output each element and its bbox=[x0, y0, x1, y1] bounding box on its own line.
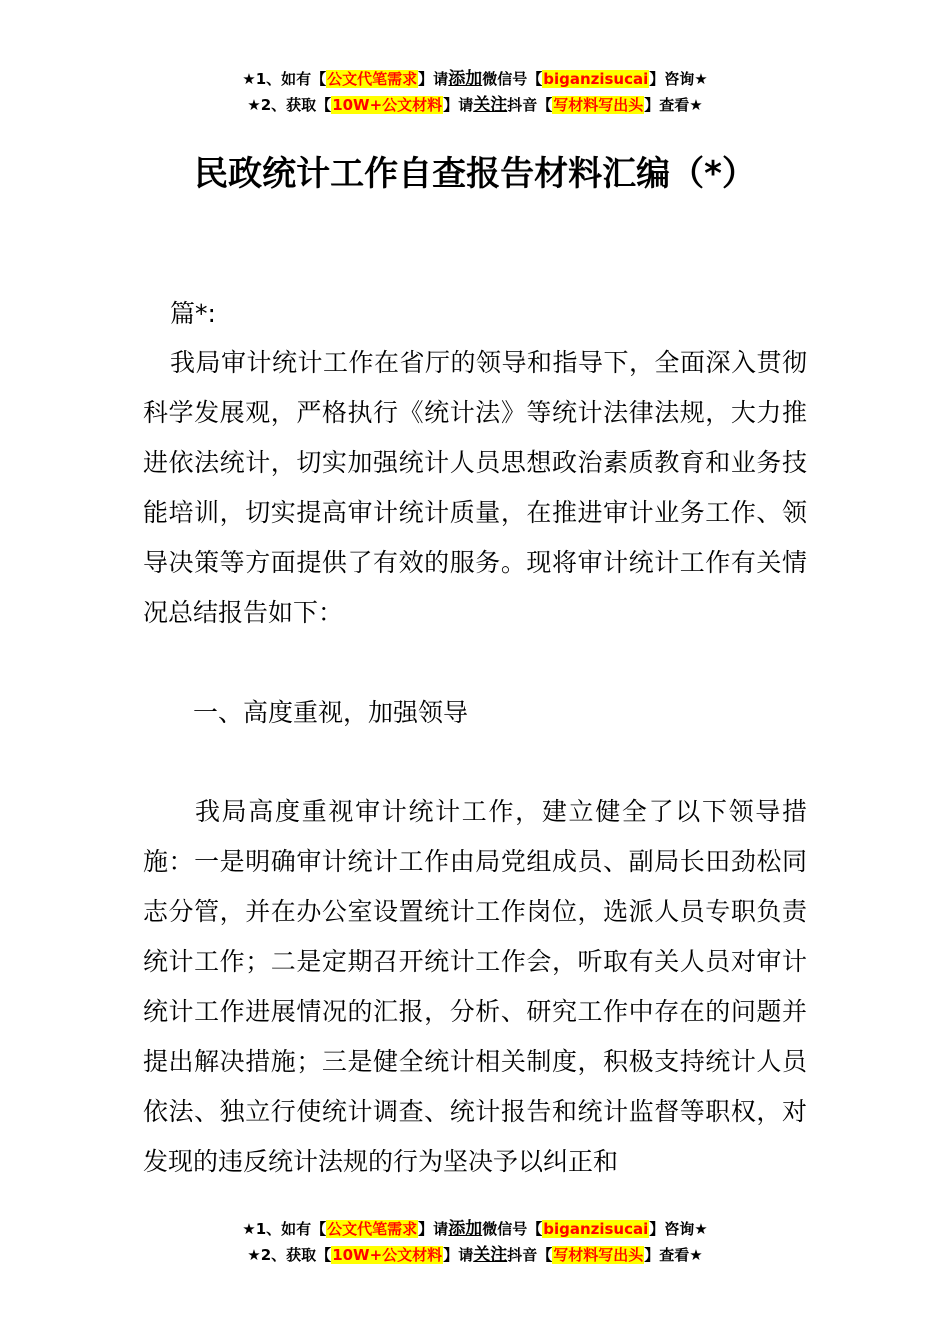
banner-text: 】咨询★ bbox=[649, 1220, 708, 1238]
banner-line-2 bbox=[0, 92, 950, 118]
banner-text: 】请 bbox=[443, 1246, 474, 1264]
highlight-douyin-account: 写材料写出头 bbox=[553, 1246, 644, 1264]
footer-banner bbox=[0, 1216, 950, 1268]
highlight-wechat-id: biganzisucai bbox=[543, 70, 649, 88]
section-label: 篇*: bbox=[170, 299, 216, 328]
banner-text: 微信号【 bbox=[482, 1220, 543, 1238]
highlight-wechat-id: biganzisucai bbox=[543, 1220, 649, 1238]
banner-text: 】咨询★ bbox=[649, 70, 708, 88]
highlight-service: 公文代笔需求 bbox=[327, 1220, 418, 1238]
banner-text: 抖音【 bbox=[507, 1246, 553, 1264]
body-paragraph: 我局高度重视审计统计工作，建立健全了以下领导措施：一是明确审计统计工作由局党组成员、副局长田劲松同志分管，并在办公室设置统计工作岗位，选派人员专职负责统计工作；二是定期召开统计工作会，听取有关人员对审计统计工作进展情况的汇报，分析、研究工作中存在的问题并提出解决措施；三是健全统计相关制度，积极支持统计人员依法、独立行使统计调查、统计报告和统计监督等职权，对发现的违反统计法规的行为坚决予以纠正和 bbox=[143, 797, 807, 1176]
banner-line-1 bbox=[0, 1216, 950, 1242]
banner-text: ★1、如有【 bbox=[242, 70, 327, 88]
banner-text: 微信号【 bbox=[482, 70, 543, 88]
banner-text: 】请 bbox=[418, 1220, 449, 1238]
banner-text: ★2、获取【 bbox=[247, 96, 332, 114]
banner-text: 】查看★ bbox=[644, 96, 703, 114]
highlight-materials: 10W+公文材料 bbox=[332, 1246, 443, 1264]
banner-text: 】请 bbox=[418, 70, 449, 88]
banner-text: 抖音【 bbox=[507, 96, 553, 114]
banner-text: 】请 bbox=[443, 96, 474, 114]
banner-text: ★1、如有【 bbox=[242, 1220, 327, 1238]
emphasis-text: 添加 bbox=[448, 69, 483, 89]
emphasis-text: 关注 bbox=[473, 1245, 508, 1265]
emphasis-text: 添加 bbox=[448, 1219, 483, 1239]
highlight-service: 公文代笔需求 bbox=[327, 70, 418, 88]
banner-line-1 bbox=[0, 66, 950, 92]
header-banner bbox=[0, 66, 950, 118]
banner-text: 】查看★ bbox=[644, 1246, 703, 1264]
emphasis-text: 关注 bbox=[473, 95, 508, 115]
document-title: 民政统计工作自查报告材料汇编（*） bbox=[194, 154, 756, 194]
banner-line-2 bbox=[0, 1242, 950, 1268]
intro-paragraph: 我局审计统计工作在省厅的领导和指导下，全面深入贯彻科学发展观，严格执行《统计法》等统计法律法规，大力推进依法统计，切实加强统计人员思想政治素质教育和业务技能培训，切实提高审计统计质量，在推进审计业务工作、领导决策等方面提供了有效的服务。现将审计统计工作有关情况总结报告如下： bbox=[143, 348, 807, 627]
banner-text: ★2、获取【 bbox=[247, 1246, 332, 1264]
section-heading: 一、高度重视，加强领导 bbox=[193, 698, 469, 727]
highlight-douyin-account: 写材料写出头 bbox=[553, 96, 644, 114]
highlight-materials: 10W+公文材料 bbox=[332, 96, 443, 114]
